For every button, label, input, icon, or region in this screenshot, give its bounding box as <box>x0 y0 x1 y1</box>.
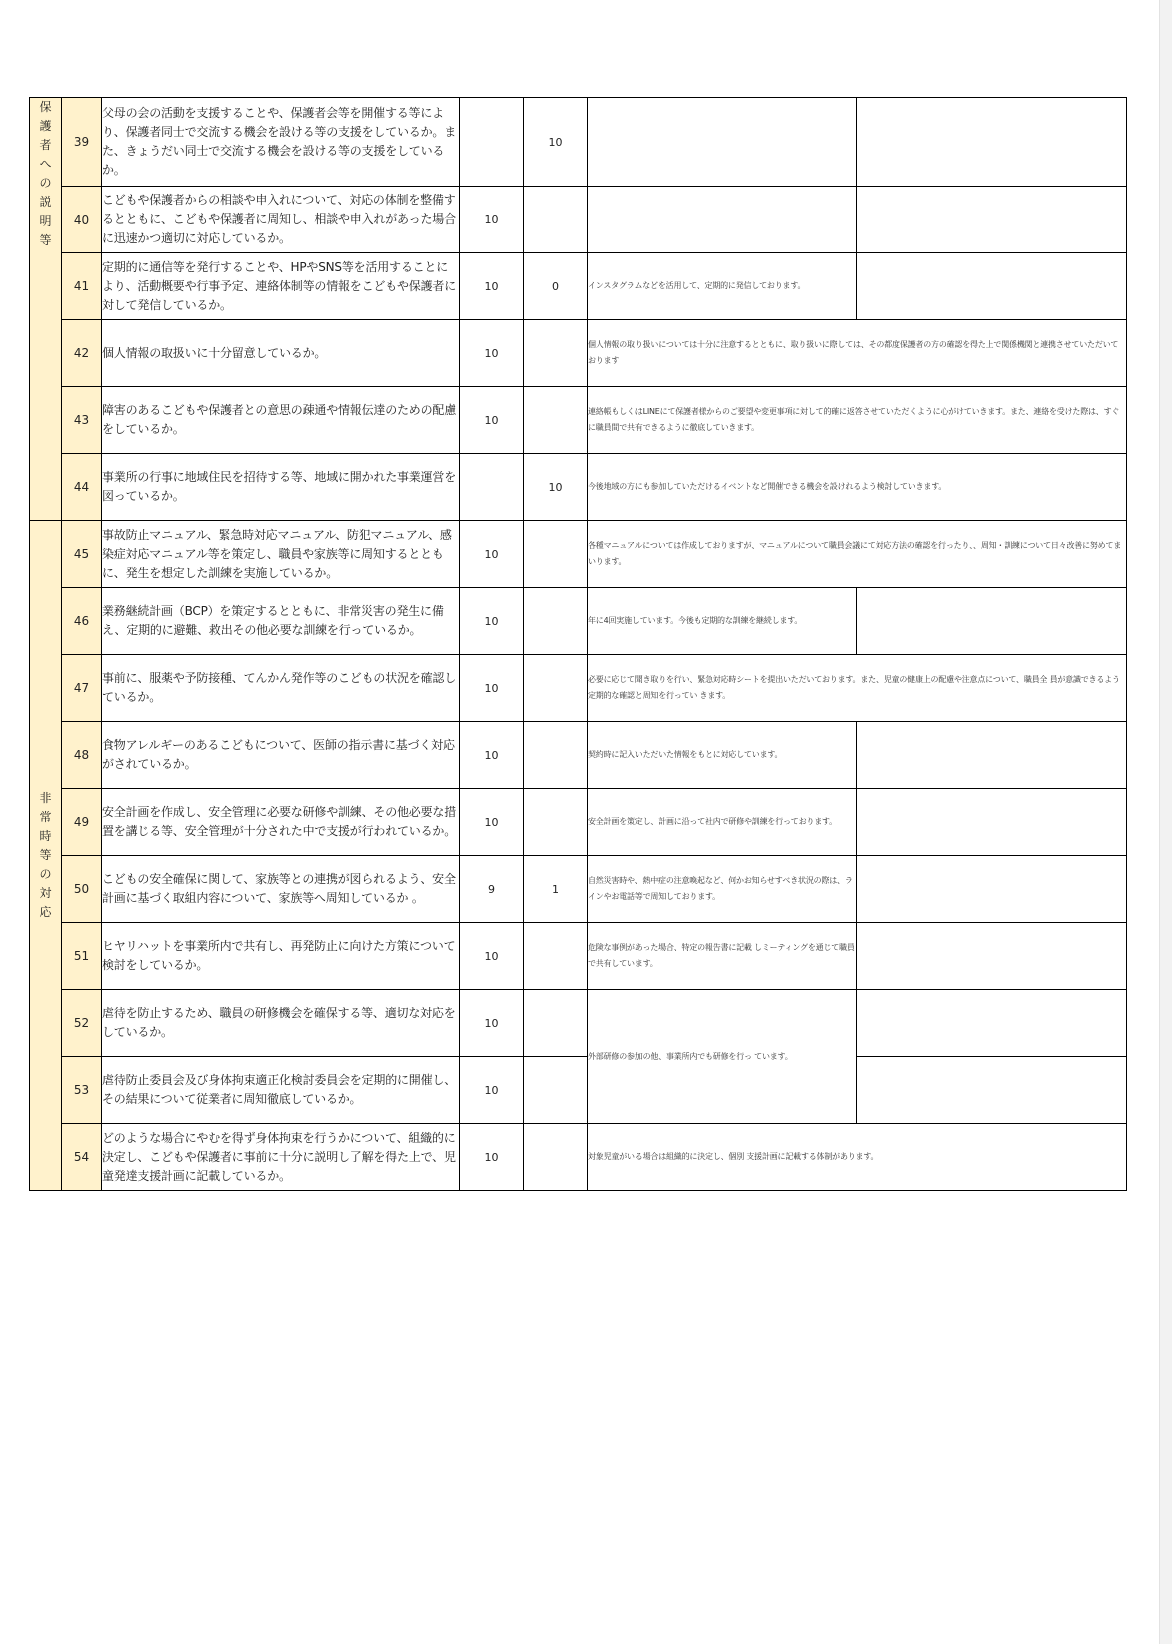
item-number: 45 <box>62 521 102 588</box>
no-count: 10 <box>524 454 588 521</box>
yes-count <box>460 98 524 187</box>
yes-count: 10 <box>460 990 524 1057</box>
table-row <box>30 789 1127 856</box>
category-char: 者 <box>39 138 52 152</box>
category-char: 応 <box>39 905 52 919</box>
yes-count: 10 <box>460 1057 524 1124</box>
table-row <box>30 1057 1127 1124</box>
item-number: 41 <box>62 253 102 320</box>
yes-count: 9 <box>460 856 524 923</box>
item-number: 54 <box>62 1124 102 1191</box>
note-cell: 自然災害時や、熱中症の注意喚起など、何かお知らせすべき状況の際は、ラインやお電話等で周知しております。 <box>588 856 857 923</box>
blank-cell <box>857 990 1127 1057</box>
item-number: 43 <box>62 387 102 454</box>
question-text: 業務継続計画（BCP）を策定するとともに、非常災害の発生に備え、定期的に避難、救出その他必要な訓練を行っているか。 <box>102 588 460 655</box>
blank-cell <box>857 789 1127 856</box>
category-emergency-response <box>30 521 62 1191</box>
category-char: へ <box>39 157 52 171</box>
table-row <box>30 253 1127 320</box>
yes-count: 10 <box>460 521 524 588</box>
item-number: 50 <box>62 856 102 923</box>
no-count <box>524 1057 588 1124</box>
item-number: 46 <box>62 588 102 655</box>
table-row <box>30 454 1127 521</box>
note-cell: 各種マニュアルについては作成しておりますが、マニュアルについて職員会議にて対応方法の確認を行ったり、、周知・訓練について日々改善に努めてまいります。 <box>588 521 1127 588</box>
yes-count: 10 <box>460 253 524 320</box>
item-number: 40 <box>62 187 102 253</box>
category-char: 常 <box>39 810 52 824</box>
no-count <box>524 923 588 990</box>
no-count <box>524 789 588 856</box>
question-text: 父母の会の活動を支援することや、保護者会等を開催する等により、保護者同士で交流する機会を設ける等の支援をしているか。また、きょうだい同士で交流する機会を設ける等の支援をしているか。 <box>102 98 460 187</box>
note-cell: 契約時に記入いただいた情報をもとに対応しています。 <box>588 722 857 789</box>
question-text: ヒヤリハットを事業所内で共有し、再発防止に向けた方策について検討をしているか。 <box>102 923 460 990</box>
question-text: 事前に、服薬や予防接種、てんかん発作等のこどもの状況を確認しているか。 <box>102 655 460 722</box>
category-char: 明 <box>39 214 52 228</box>
item-number: 52 <box>62 990 102 1057</box>
question-text: 事業所の行事に地域住民を招待する等、地域に開かれた事業運営を図っているか。 <box>102 454 460 521</box>
yes-count: 10 <box>460 722 524 789</box>
category-char: 対 <box>39 886 52 900</box>
vertical-scrollbar[interactable] <box>1159 0 1172 1644</box>
category-char: 護 <box>39 119 52 133</box>
yes-count: 10 <box>460 588 524 655</box>
category-char: 等 <box>39 848 52 862</box>
question-text: 定期的に通信等を発行することや、HPやSNS等を活用することにより、活動概要や行事予定、連絡体制等の情報をこどもや保護者に対して発信しているか。 <box>102 253 460 320</box>
blank-cell <box>857 588 1127 655</box>
question-text: こどもの安全確保に関して、家族等との連携が図られるよう、安全計画に基づく取組内容について、家族等へ周知しているか 。 <box>102 856 460 923</box>
no-count <box>524 1124 588 1191</box>
question-text: 個人情報の取扱いに十分留意しているか。 <box>102 320 460 387</box>
item-number: 48 <box>62 722 102 789</box>
no-count <box>524 722 588 789</box>
blank-cell <box>857 1057 1127 1124</box>
note-cell: 対象児童がいる場合は組織的に決定し、個別 支援計画に記載する体制があります。 <box>588 1124 1127 1191</box>
question-text: 食物アレルギーのあるこどもについて、医師の指示書に基づく対応がされているか。 <box>102 722 460 789</box>
table-row <box>30 98 1127 187</box>
note-cell: 個人情報の取り扱いについては十分に注意するとともに、取り扱いに際しては、その都度保護者の方の確認を得た上で関係機関と連携させていただいております <box>588 320 1127 387</box>
table-row <box>30 856 1127 923</box>
yes-count <box>460 454 524 521</box>
item-number: 53 <box>62 1057 102 1124</box>
question-text: どのような場合にやむを得ず身体拘束を行うかについて、組織的に決定し、こどもや保護者に事前に十分に説明し了解を得た上で、児童発達支援計画に記載しているか。 <box>102 1124 460 1191</box>
yes-count: 10 <box>460 387 524 454</box>
no-count <box>524 320 588 387</box>
yes-count: 10 <box>460 1124 524 1191</box>
item-number: 39 <box>62 98 102 187</box>
blank-cell <box>857 923 1127 990</box>
note-cell: 連絡帳もしくはLINEにて保護者様からのご要望や変更事項に対して的確に返答させていただくように心がけていきます。また、連絡を受けた際は、すぐに職員間で共有できるように徹底していきます。 <box>588 387 1127 454</box>
no-count <box>524 521 588 588</box>
note-cell: 必要に応じて聞き取りを行い、緊急対応時シートを提出いただいております。また、児童の健康上の配慮や注意点について、職員全 員が意識できるよう定期的な確認と周知を行ってい きます。 <box>588 655 1127 722</box>
category-char: 時 <box>39 829 52 843</box>
no-count <box>524 588 588 655</box>
table-row <box>30 521 1127 588</box>
blank-cell <box>857 856 1127 923</box>
category-char: 非 <box>39 791 52 805</box>
table-row <box>30 722 1127 789</box>
blank-cell <box>857 98 1127 187</box>
yes-count: 10 <box>460 655 524 722</box>
no-count <box>524 655 588 722</box>
question-text: 安全計画を作成し、安全管理に必要な研修や訓練、その他必要な措置を講じる等、安全管理が十分された中で支援が行われているか。 <box>102 789 460 856</box>
no-count <box>524 187 588 253</box>
item-number: 49 <box>62 789 102 856</box>
note-cell: 年に4回実施しています。今後も定期的な訓練を継続します。 <box>588 588 857 655</box>
yes-count: 10 <box>460 789 524 856</box>
question-text: こどもや保護者からの相談や申入れについて、対応の体制を整備するとともに、こどもや保護者に周知し、相談や申入れがあった場合に迅速かつ適切に対応しているか。 <box>102 187 460 253</box>
item-number: 44 <box>62 454 102 521</box>
no-count: 10 <box>524 98 588 187</box>
note-cell: 外部研修の参加の他、事業所内でも研修を行っ ています。 <box>588 990 857 1124</box>
item-number: 51 <box>62 923 102 990</box>
category-char: の <box>39 176 52 190</box>
question-text: 事故防止マニュアル、緊急時対応マニュアル、防犯マニュアル、感染症対応マニュアル等を策定し、職員や家族等に周知するとともに、発生を想定した訓練を実施しているか。 <box>102 521 460 588</box>
table-row <box>30 588 1127 655</box>
blank-cell <box>857 722 1127 789</box>
table-row <box>30 655 1127 722</box>
note-cell: 安全計画を策定し、計画に沿って社内で研修や訓練を行っております。 <box>588 789 857 856</box>
table-row <box>30 923 1127 990</box>
note-cell: 危険な事例があった場合、特定の報告書に記載 しミーティングを通じて職員で共有しています。 <box>588 923 857 990</box>
yes-count: 10 <box>460 187 524 253</box>
category-char: の <box>39 867 52 881</box>
question-text: 虐待を防止するため、職員の研修機会を確保する等、適切な対応をしているか。 <box>102 990 460 1057</box>
table-row <box>30 320 1127 387</box>
blank-cell <box>857 187 1127 253</box>
blank-cell <box>857 253 1127 320</box>
table-row <box>30 1124 1127 1191</box>
yes-count: 10 <box>460 320 524 387</box>
note-cell: インスタグラムなどを活用して、定期的に発信しております。 <box>588 253 857 320</box>
table-row <box>30 387 1127 454</box>
no-count: 0 <box>524 253 588 320</box>
category-char: 等 <box>39 233 52 247</box>
no-count: 1 <box>524 856 588 923</box>
category-guardian-explanation <box>30 98 62 521</box>
table-row <box>30 990 1127 1057</box>
note-cell: 今後地域の方にも参加していただけるイベントなど開催できる機会を設けれるよう検討していきます。 <box>588 454 1127 521</box>
note-cell <box>588 187 857 253</box>
table-row <box>30 187 1127 253</box>
category-char: 説 <box>39 195 52 209</box>
question-text: 虐待防止委員会及び身体拘束適正化検討委員会を定期的に開催し、その結果について従業者に周知徹底しているか。 <box>102 1057 460 1124</box>
evaluation-table <box>29 97 1127 1191</box>
item-number: 42 <box>62 320 102 387</box>
yes-count: 10 <box>460 923 524 990</box>
item-number: 47 <box>62 655 102 722</box>
no-count <box>524 990 588 1057</box>
no-count <box>524 387 588 454</box>
category-char: 保 <box>39 100 52 114</box>
note-cell <box>588 98 857 187</box>
question-text: 障害のあるこどもや保護者との意思の疎通や情報伝達のための配慮をしているか。 <box>102 387 460 454</box>
